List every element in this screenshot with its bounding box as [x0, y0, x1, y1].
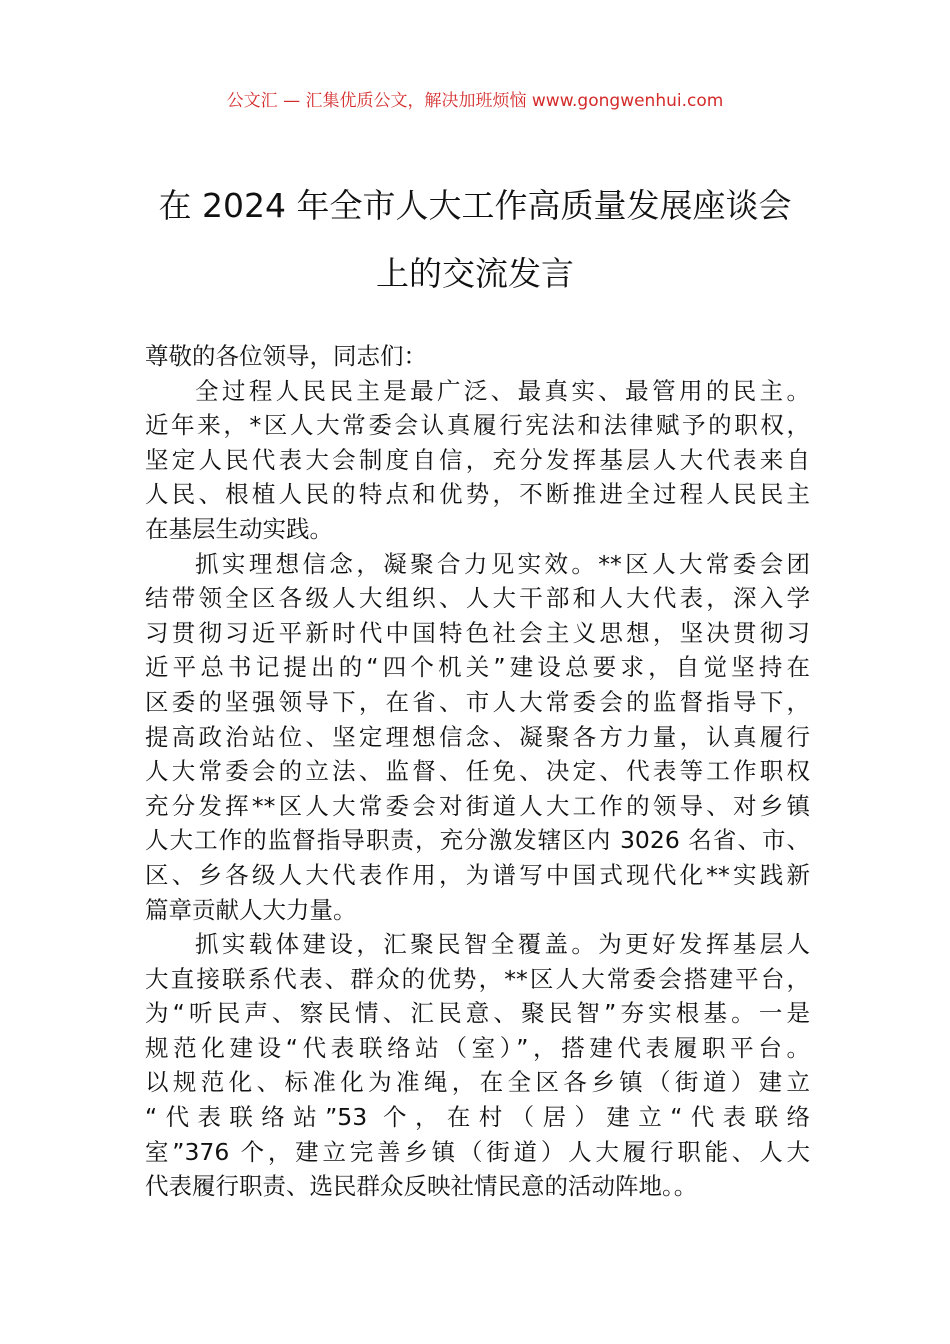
- paragraph-line: 为“听民声、察民情、汇民意、聚民智”夯实根基。一是: [145, 999, 810, 1028]
- paragraph-line: 近年来，*区人大常委会认真履行宪法和法律赋予的职权，: [145, 411, 810, 440]
- document-body: [145, 339, 810, 1204]
- paragraph-line: 区、乡各级人大代表作用，为谱写中国式现代化**实践新: [145, 860, 810, 889]
- paragraph-line: “代表联络站”53 个，在村（居）建立“代表联络: [145, 1103, 810, 1132]
- site-header-banner: 公文汇 — 汇集优质公文，解决加班烦恼 www.gongwenhui.com: [226, 91, 724, 111]
- paragraph-line: 人大工作的监督指导职责，充分激发辖区内 3026 名省、市、: [145, 826, 810, 855]
- document-title-line-2: 上的交流发言: [376, 254, 574, 293]
- paragraph-line: 在基层生动实践。: [145, 514, 333, 543]
- paragraph-line: 习贯彻习近平新时代中国特色社会主义思想，坚决贯彻习: [145, 618, 810, 647]
- paragraph-line: 抓实理想信念，凝聚合力见实效。**区人大常委会团: [195, 549, 810, 578]
- salutation: 尊敬的各位领导，同志们：: [145, 342, 427, 370]
- paragraph-line: 抓实载体建设，汇聚民智全覆盖。为更好发挥基层人: [195, 930, 810, 959]
- paragraph-line: 规范化建设“代表联络站（室）”，搭建代表履职平台。: [145, 1033, 810, 1062]
- paragraph-line: 充分发挥**区人大常委会对街道人大工作的领导、对乡镇: [145, 791, 810, 820]
- paragraph-line: 提高政治站位、坚定理想信念、凝聚各方力量，认真履行: [145, 722, 810, 751]
- paragraph-line: 人民、根植人民的特点和优势，不断推进全过程人民民主: [145, 480, 810, 509]
- paragraph-line: 人大常委会的立法、监督、任免、决定、代表等工作职权: [145, 757, 810, 786]
- paragraph-line: 大直接联系代表、群众的优势，**区人大常委会搭建平台，: [145, 964, 810, 993]
- paragraph-line: 以规范化、标准化为准绳，在全区各乡镇（街道）建立: [145, 1068, 810, 1097]
- paragraph-line: 近平总书记提出的“四个机关”建设总要求，自觉坚持在: [145, 653, 810, 682]
- paragraph-line: 室”376 个，建立完善乡镇（街道）人大履行职能、人大: [145, 1137, 810, 1166]
- document-title-line-1: 在 2024 年全市人大工作高质量发展座谈会: [158, 186, 792, 225]
- paragraph-line: 全过程人民民主是最广泛、最真实、最管用的民主。: [195, 376, 810, 405]
- paragraph-line: 结带领全区各级人大组织、人大干部和人大代表，深入学: [145, 584, 810, 613]
- paragraph-line: 代表履行职责、选民群众反映社情民意的活动阵地。。: [145, 1172, 698, 1201]
- paragraph-line: 篇章贡献人大力量。: [145, 895, 357, 924]
- paragraph-line: 坚定人民代表大会制度自信，充分发挥基层人大代表来自: [145, 445, 810, 474]
- paragraph-line: 区委的坚强领导下，在省、市人大常委会的监督指导下，: [145, 687, 810, 716]
